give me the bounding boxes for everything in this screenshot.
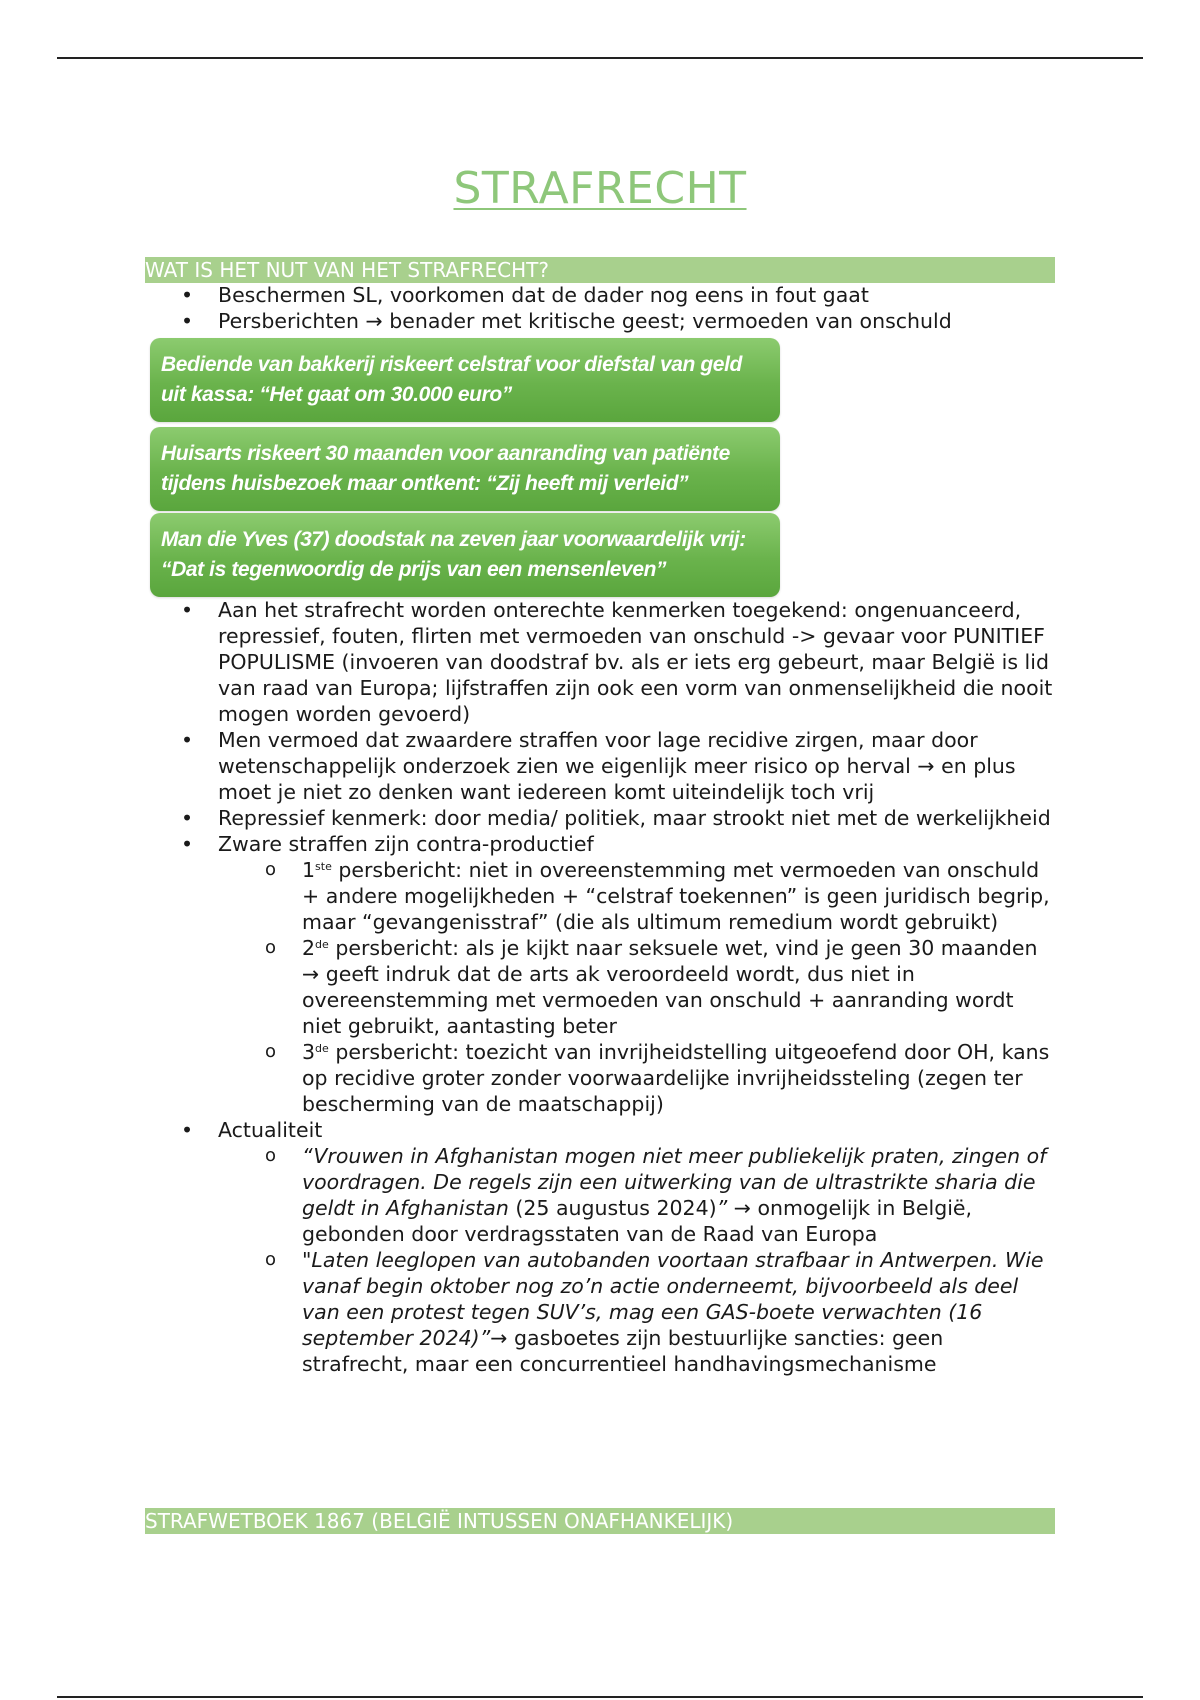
main-bullet-list [0,597,1058,1377]
ordinal-number: 1 [302,858,316,882]
sub-list-item [0,1039,1052,1117]
sub-list-item [0,1247,1052,1377]
section-heading-strafwetboek: STRAFWETBOEK 1867 (BELGIË INTUSSEN ONAFHANKELIJK) [145,1508,1055,1534]
ordinal-suffix: ste [315,860,332,873]
list-item: • Repressief kenmerk: door media/ politiek, maar strookt niet met de werkelijkheid [0,805,1058,831]
list-item: • Persberichten → benader met kritische geest; vermoeden van onschuld [0,308,1058,334]
ordinal-suffix: de [315,938,329,951]
document-title [0,163,1200,214]
list-item-contra-productief [0,831,1058,1117]
quote-text: “Vrouwen in Afghanistan mogen niet meer publiekelijk praten, zingen of voordragen. De regels zijn een uitwerking van de ultrastrikte sharia die geldt in Afghanistan [302,1144,1047,1220]
page-top-rule [57,57,1143,59]
list-item: • Men vermoed dat zwaardere straffen voor lage recidive zirgen, maar door wetenschappelijk onderzoek zien we eigenlijk meer risico op herval → en plus moet je niet zo denken want iedereen komt uiteindelijk toch vrij [0,727,1058,805]
document-title-text: STRAFRECHT [453,163,747,214]
page-bottom-rule [57,1696,1143,1698]
quote-text: "Laten leeglopen van autobanden voortaan strafbaar in Antwerpen. Wie vanaf begin oktober nog zo’n actie onderneemt, bijvoorbeeld als deel van een protest tegen SUV’s, mag een GAS-boete verwachten (16 september 2024)” [302,1248,1044,1350]
sub-list-actualiteit [218,1143,1058,1377]
news-headline-box: Man die Yves (37) doodstak na zeven jaar voorwaardelijk vrij: “Dat is tegenwoordig de prijs van een mensenleven” [150,513,780,597]
sub-list-text: → gasboetes zijn bestuurlijke sancties: geen strafrecht, maar een concurrentieel handhavingsmechanisme [302,1326,944,1376]
list-item: • Beschermen SL, voorkomen dat de dader nog eens in fout gaat [0,282,1058,308]
ordinal-suffix: de [315,1042,329,1055]
list-item-text: Actualiteit [218,1118,323,1142]
sub-list-text: persbericht: als je kijkt naar seksuele wet, vind je geen 30 maanden → geeft indruk dat de arts ak veroordeeld wordt, dus niet in overeenstemming met vermoeden van onschuld + aanranding wordt niet gebruikt, aantasting beter [302,936,1038,1038]
intro-bullet-list [0,282,1058,334]
sub-list-item [0,857,1052,935]
news-headline-box: Huisarts riskeert 30 maanden voor aanranding van patiënte tijdens huisbezoek maar ontkent: “Zij heeft mij verleid” [150,427,780,511]
sub-list-item [0,935,1052,1039]
sub-list-text: persbericht: niet in overeenstemming met vermoeden van onschuld + andere mogelijkheden + “celstraf toekennen” is geen juridisch begrip, maar “gevangenisstraf” (die als ultimum remedium wordt gebruikt) [302,858,1050,934]
sub-list-item [0,1143,1052,1247]
quote-close: ” [716,1196,728,1220]
ordinal-number: 3 [302,1040,316,1064]
news-headline-box: Bediende van bakkerij riskeert celstraf voor diefstal van geld uit kassa: “Het gaat om 30.000 euro” [150,338,780,422]
sub-list-persberichten [218,857,1058,1117]
ordinal-number: 2 [302,936,316,960]
quote-date: (25 augustus 2024) [508,1196,717,1220]
list-item: • Aan het strafrecht worden onterechte kenmerken toegekend: ongenuanceerd, repressief, fouten, flirten met vermoeden van onschuld -> gevaar voor PUNITIEF POPULISME (invoeren van doodstraf bv. als er iets erg gebeurt, maar België is lid van raad van Europa; lijfstraffen zijn ook een vorm van onmenselijkheid die nooit mogen worden gevoerd) [0,597,1058,727]
sub-list-text: persbericht: toezicht van invrijheidstelling uitgeoefend door OH, kans op recidive groter zonder voorwaardelijke invrijheidssteling (zegen ter bescherming van de maatschappij) [302,1040,1050,1116]
sub-list-text: → onmogelijk in België, gebonden door verdragsstaten van de Raad van Europa [302,1196,973,1246]
section-heading-nut: WAT IS HET NUT VAN HET STRAFRECHT? [145,257,1055,283]
list-item-actualiteit [0,1117,1058,1377]
list-item-text: Zware straffen zijn contra-productief [218,832,594,856]
